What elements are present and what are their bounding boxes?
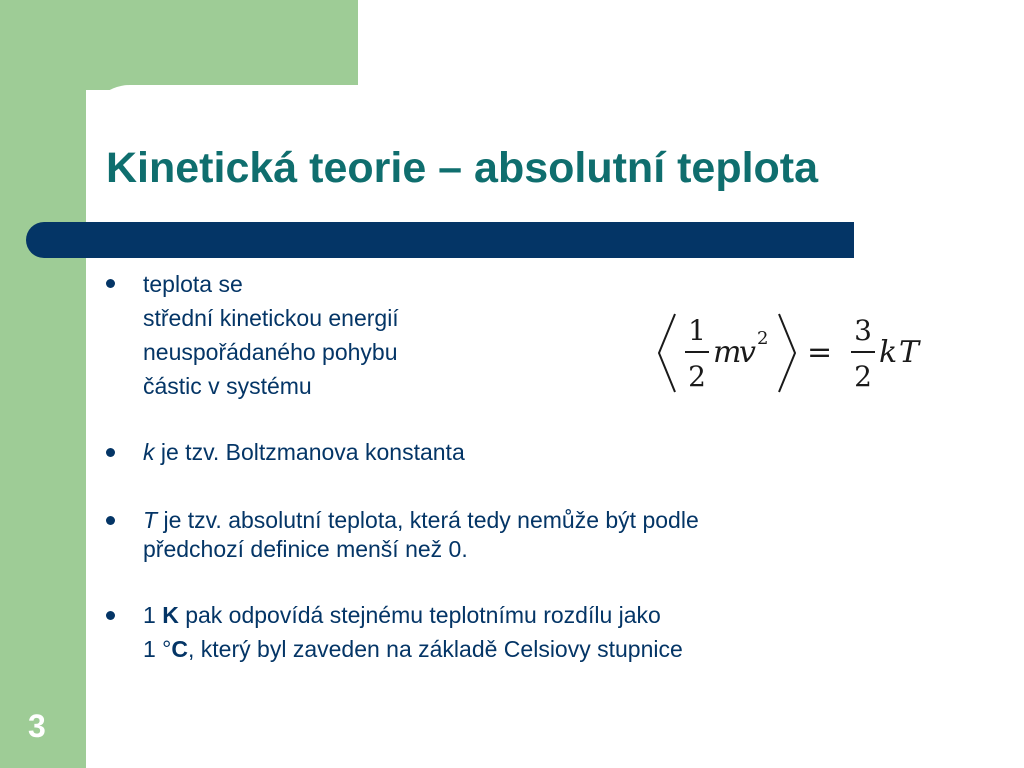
boltzmann-symbol: k bbox=[879, 335, 898, 370]
bullet-text-rest: , který byl zaveden na základě Celsiovy stupnice bbox=[188, 636, 683, 662]
symbol-T: T bbox=[143, 507, 158, 533]
slide-number: 3 bbox=[28, 708, 46, 744]
unit-kelvin: K bbox=[162, 602, 179, 628]
symbol-k: k bbox=[143, 439, 155, 465]
bullet-text bbox=[143, 598, 683, 666]
frac1-denominator: 2 bbox=[688, 360, 706, 393]
bullet-text-rest: je tzv. Boltzmanova konstanta bbox=[154, 439, 465, 465]
bullet-line: teplota se bbox=[143, 271, 243, 297]
frac1-numerator: 1 bbox=[688, 314, 706, 347]
bullet-line: částic v systému bbox=[143, 373, 312, 399]
bullet-text-rest: je tzv. absolutní teplota, která tedy nemůže být podle bbox=[157, 507, 699, 533]
slide-title: Kinetická teorie – absolutní teplota bbox=[106, 144, 819, 192]
mass-symbol: m bbox=[713, 335, 742, 370]
bullet-prefix: 1 bbox=[143, 602, 163, 628]
bullet-prefix: 1 ° bbox=[143, 636, 172, 662]
equals-sign: = bbox=[807, 335, 833, 370]
bullet-text bbox=[143, 267, 399, 403]
bullet-dot bbox=[106, 448, 115, 457]
temperature-symbol: T bbox=[899, 335, 920, 370]
bullet-dot bbox=[106, 516, 115, 525]
bullet-line: předchozí definice menší než 0. bbox=[143, 536, 468, 562]
kinetic-energy-formula bbox=[655, 308, 945, 398]
green-left-band bbox=[0, 0, 86, 768]
bullet-text bbox=[143, 435, 465, 469]
bullet-text-rest: pak odpovídá stejnému teplotnímu rozdílu jako bbox=[178, 602, 661, 628]
bullet-dot bbox=[106, 611, 115, 620]
exponent: 2 bbox=[757, 328, 769, 349]
right-angle-bracket bbox=[779, 314, 795, 392]
bullet-text bbox=[143, 503, 699, 561]
bullet-line: neuspořádaného pohybu bbox=[143, 339, 398, 365]
frac2-denominator: 2 bbox=[854, 360, 872, 393]
unit-celsius: C bbox=[171, 636, 189, 662]
title-underline-bar bbox=[26, 222, 854, 258]
bullet-line: střední kinetickou energií bbox=[143, 305, 399, 331]
frac2-numerator: 3 bbox=[854, 314, 872, 347]
velocity-symbol: v bbox=[739, 335, 756, 370]
left-angle-bracket bbox=[659, 314, 675, 392]
bullet-dot bbox=[106, 279, 115, 288]
